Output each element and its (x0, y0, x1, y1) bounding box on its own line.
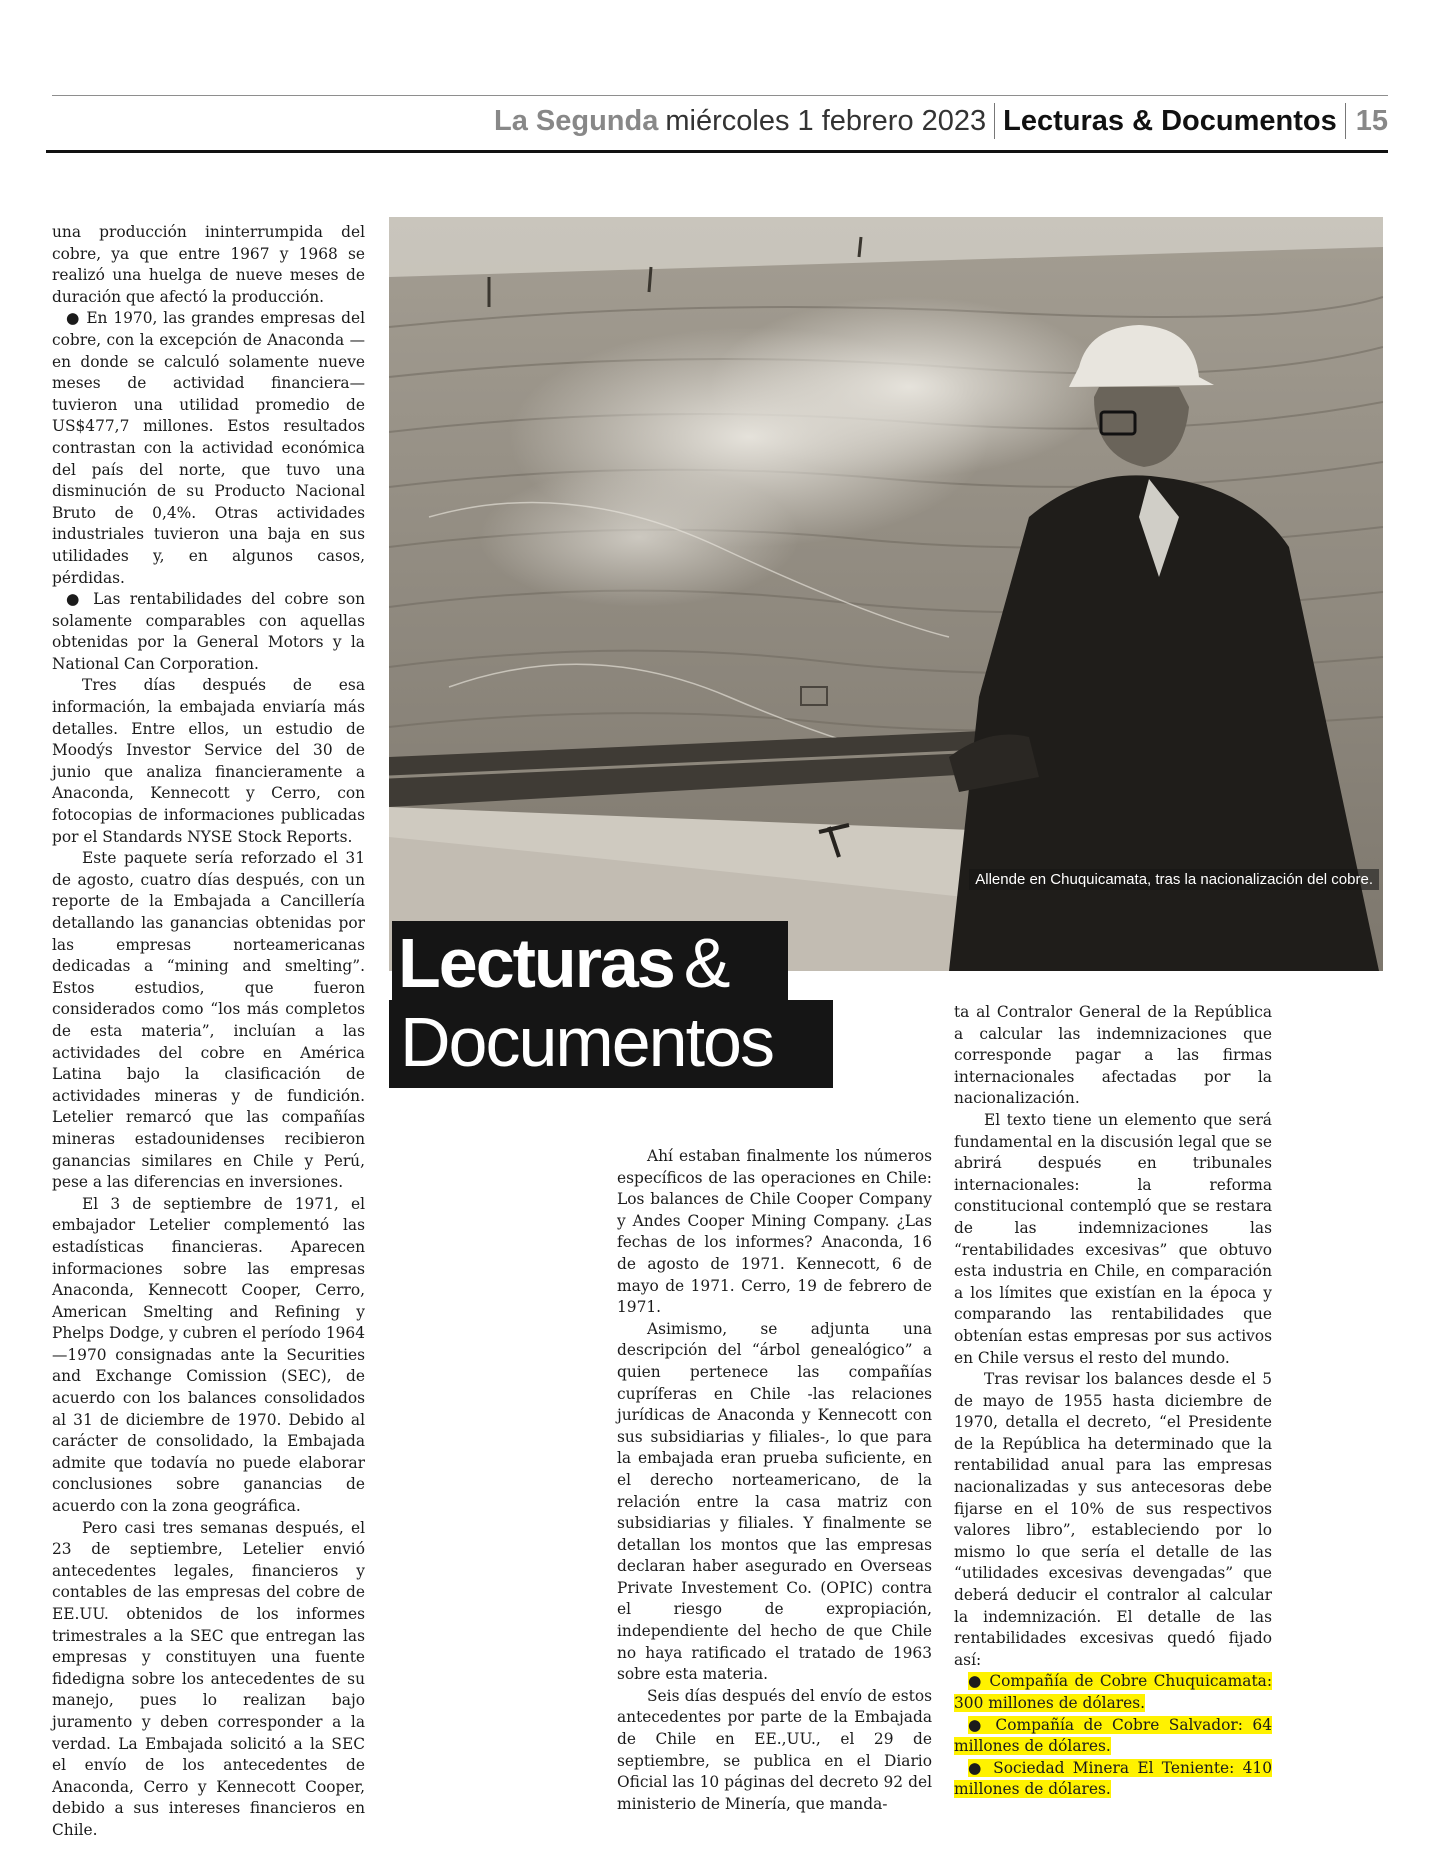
paragraph: una producción ininterrumpida del cobre, ya que entre 1967 y 1968 se realizó una huelga de nueve meses de duración que afectó la producción. (52, 223, 365, 306)
title-ampersand: & (683, 924, 729, 1002)
title-word-lecturas: Lecturas (398, 924, 674, 1002)
highlighted-item (954, 1671, 1272, 1714)
header-divider (1345, 103, 1346, 139)
photo-illustration (389, 217, 1383, 971)
page-number: 15 (1355, 104, 1388, 137)
top-rule (52, 95, 1388, 96)
paragraph: Pero casi tres semanas después, el 23 de septiembre, Letelier envió antecedentes legales, financieros y contables de las empresas del cobre de EE.UU. obtenidos de los informes trimestrales a la SEC que entregan las empresas y constituyen una fuente fidedigna sobre los antecedentes de su manejo, pues lo realizan bajo juramento y deben corresponder a la verdad. La Embajada solicitó a la SEC el envío de los antecedentes de Anaconda, Cerro y Kennecott Cooper, debido a sus intereses financieros en Chile. (52, 1518, 365, 1839)
section-title-line1 (398, 924, 729, 1002)
header-divider (994, 103, 995, 139)
paragraph: El texto tiene un elemento que será fundamental en la discusión legal que se abrirá después en tribunales internacionales: la reforma constitucional contempló que se restara de las indemnizaciones las “rentabilidades excesivas” que obtuvo esta industria en Chile, en comparación a los límites que existían en la época y comparando las rentabilidades que obtenían estas empresas por sus activos en Chile versus el resto del mundo. (954, 1110, 1272, 1367)
paragraph: Seis días después del envío de estos antecedentes por parte de la Embajada de Chile en EE.,UU., el 29 de septiembre, se publica en el Diario Oficial las 10 páginas del decreto 92 del ministerio de Minería, que manda- (617, 1686, 932, 1813)
section-title-line2: Documentos (400, 1003, 773, 1081)
header-inner (494, 100, 1388, 142)
paragraph: Tres días después de esa información, la embajada enviaría más detalles. Entre ellos, un estudio de Moodýs Investor Service del 30 de junio que analiza financieramente a Anaconda, Kennecott y Cerro, con fotocopias de informaciones publicadas por el Standards NYSE Stock Reports. (52, 676, 365, 846)
brand-name: La Segunda (494, 104, 659, 137)
paragraph: Este paquete sería reforzado el 31 de agosto, cuatro días después, con un reporte de la Embajada a Cancillería detallando las ganancias obtenidas por las empresas norteamericanas dedicadas a “mining and smelting”. Estos estudios, que fueron considerados como “los más completos de esta materia”, incluían a las actividades del cobre en América Latina bajo la clasificación de actividades mineras y de fundición. Letelier remarcó que las compañías mineras estadounidenses recibieron ganancias similares en Chile y Perú, pese a las diferencias en inversiones. (52, 849, 365, 1192)
paragraph: El 3 de septiembre de 1971, el embajador Letelier complementó las estadísticas financieras. Aparecen informaciones sobre las empresas Anaconda, Kennecott Cooper, Cerro, American Smelting and Refining y Phelps Dodge, y cubren el período 1964—1970 consignadas ante la Securities and Exchange Comission (SEC), de acuerdo con los balances consolidados al 31 de diciembre de 1970. Debido al carácter de consolidado, la Embajada admite que todavía no puede elaborar conclusiones sobre ganancias de acuerdo con la zona geográfica. (52, 1194, 365, 1516)
bullet-paragraph: ● En 1970, las grandes empresas del cobre, con la excepción de Anaconda —en donde se calculó solamente nueve meses de actividad financiera— tuvieron una utilidad promedio de US$477,7 millones. Estos resultados contrastan con la actividad económica del país del norte, que tuvo una disminución de su Producto Nacional Bruto de 0,4%. Otras actividades industriales tuvieron una baja en sus utilidades y, en algunos casos, pérdidas. (52, 309, 365, 587)
article-column-3 (954, 1002, 1272, 1801)
article-column-1 (52, 222, 365, 1842)
section-name: Lecturas & Documentos (1003, 104, 1337, 137)
highlighted-item (954, 1715, 1272, 1758)
bullet-paragraph: ● Las rentabilidades del cobre son solamente comparables con aquellas obtenidas por la General Motors y la National Can Corporation. (52, 590, 365, 673)
paragraph: ta al Contralor General de la República a calcular las indemnizaciones que corresponde pagar a las firmas internacionales afectadas por la nacionalización. (954, 1003, 1272, 1108)
paragraph: Ahí estaban finalmente los números específicos de las operaciones en Chile: Los balances de Chile Cooper Company y Andes Cooper Mining Company. ¿Las fechas de los informes? Anaconda, 16 de agosto de 1971. Kennecott, 6 de mayo de 1971. Cerro, 19 de febrero de 1971. (617, 1147, 932, 1317)
highlighted-item (954, 1758, 1272, 1801)
header-rule (46, 150, 1388, 153)
photo (389, 217, 1383, 971)
page-header (52, 98, 1388, 148)
paragraph: Asimismo, se adjunta una descripción del “árbol genealógico” a quien pertenece las compañías cupríferas en Chile -las relaciones jurídicas de Anaconda y Kennecott con sus subsidiarias y filiales-, lo que para la embajada eran prueba suficiente, en el derecho norteamericano, de la relación entre la casa matriz con subsidiarias y filiales. Y finalmente se detallan los montos que las empresas declaran haber asegurado en Overseas Private Investement Co. (OPIC) contra el riesgo de expropiación, independiente del hecho de que Chile no haya ratificado el tratado de 1963 sobre esta materia. (617, 1319, 932, 1684)
issue-date: miércoles 1 febrero 2023 (665, 104, 987, 137)
paragraph: Tras revisar los balances desde el 5 de mayo de 1955 hasta diciembre de 1970, detalla el decreto, “el Presidente de la República ha determinado que la rentabilidad anual para las empresas nacionalizadas y sus antecesoras debe fijarse en el 10% de sus respectivos valores libro”, estableciendo por lo mismo lo que sería el detalle de las “utilidades excesivas devengadas” que deberá deducir el contralor al calcular la indemnización. El detalle de las rentabilidades excesivas quedó fijado así: (954, 1370, 1272, 1669)
highlight-el-teniente: ● Sociedad Minera El Teniente: 410 millones de dólares. (954, 1758, 1272, 1799)
highlight-chuquicamata: ● Compañía de Cobre Chuquicamata: 300 millones de dólares. (954, 1672, 1272, 1712)
highlight-salvador: ● Compañía de Cobre Salvador: 64 millones de dólares. (954, 1715, 1272, 1756)
photo-caption: Allende en Chuquicamata, tras la nacionalización del cobre. (969, 869, 1379, 890)
article-column-2 (617, 1146, 932, 1815)
